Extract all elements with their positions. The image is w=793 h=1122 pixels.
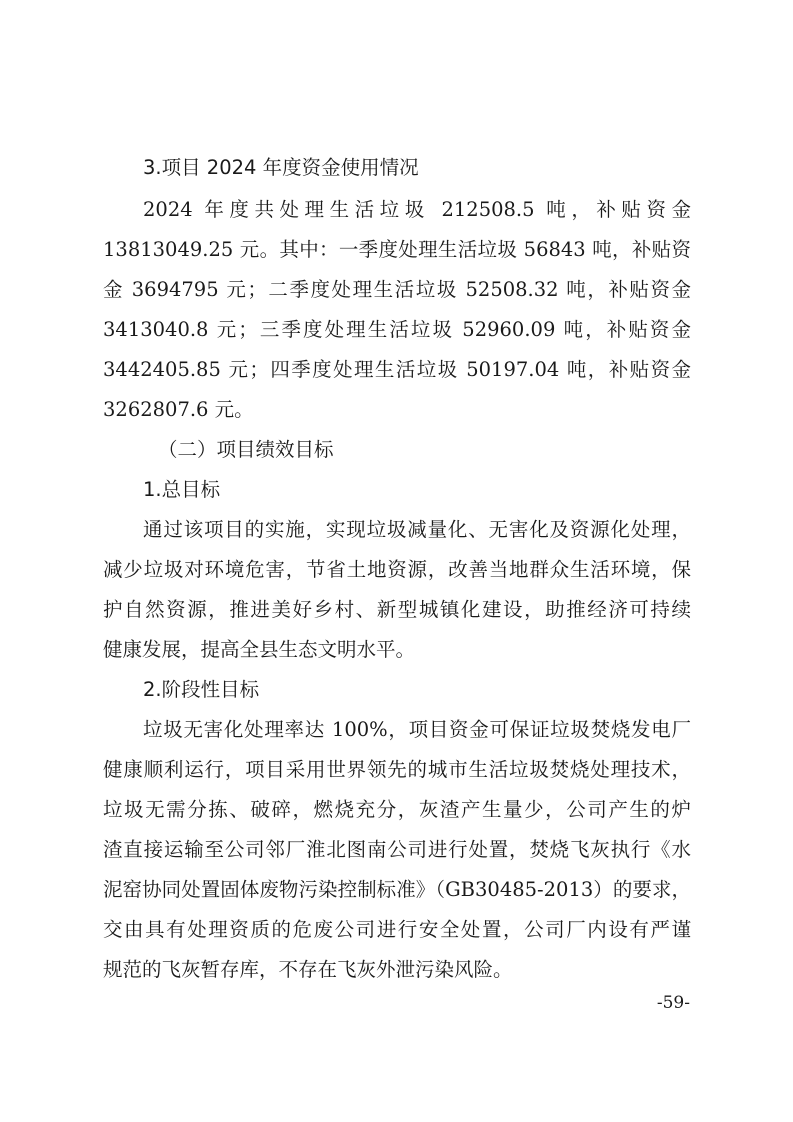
- goal2-line-4: 渣直接运输至公司邻厂淮北图南公司进行处置，焚烧飞灰执行《水: [103, 838, 691, 861]
- section3-line-4: 3413040.8 元；三季度处理生活垃圾 52960.09 吨，补贴资金: [103, 318, 691, 341]
- section3-line-3: 金 3694795 元；二季度处理生活垃圾 52508.32 吨，补贴资金: [103, 278, 691, 301]
- section3-line-1: 2024 年度共处理生活垃圾 212508.5 吨，补贴资金: [143, 198, 691, 221]
- goal2-line-1: 垃圾无害化处理率达 100%，项目资金可保证垃圾焚烧发电厂: [143, 718, 691, 741]
- section3-line-2: 13813049.25 元。其中：一季度处理生活垃圾 56843 吨，补贴资: [103, 238, 691, 261]
- goal1-line-4: 健康发展，提高全县生态文明水平。: [103, 638, 416, 661]
- goal1-line-2: 减少垃圾对环境危害，节省土地资源，改善当地群众生活环境，保: [103, 558, 691, 581]
- goal1-heading: 1.总目标: [143, 478, 221, 501]
- section-two-heading: （二）项目绩效目标: [158, 438, 334, 461]
- goal1-line-1: 通过该项目的实施，实现垃圾减量化、无害化及资源化处理，: [143, 518, 691, 541]
- section3-line-6: 3262807.6 元。: [103, 398, 254, 421]
- goal2-line-6: 交由具有处理资质的危废公司进行安全处置，公司厂内设有严谨: [103, 918, 691, 941]
- section3-heading: 3.项目 2024 年度资金使用情况: [143, 156, 419, 179]
- goal1-line-3: 护自然资源，推进美好乡村、新型城镇化建设，助推经济可持续: [103, 598, 691, 621]
- goal2-line-5: 泥窑协同处置固体废物污染控制标准》（GB30485-2013）的要求，: [103, 878, 691, 901]
- goal2-heading: 2.阶段性目标: [143, 678, 260, 701]
- goal2-line-2: 健康顺利运行，项目采用世界领先的城市生活垃圾焚烧处理技术，: [103, 758, 691, 781]
- goal2-line-3: 垃圾无需分拣、破碎，燃烧充分，灰渣产生量少，公司产生的炉: [103, 798, 691, 821]
- section3-line-5: 3442405.85 元；四季度处理生活垃圾 50197.04 吨，补贴资金: [103, 358, 691, 381]
- goal2-line-7: 规范的飞灰暂存库，不存在飞灰外泄污染风险。: [103, 958, 513, 981]
- page-number: -59-: [656, 993, 690, 1013]
